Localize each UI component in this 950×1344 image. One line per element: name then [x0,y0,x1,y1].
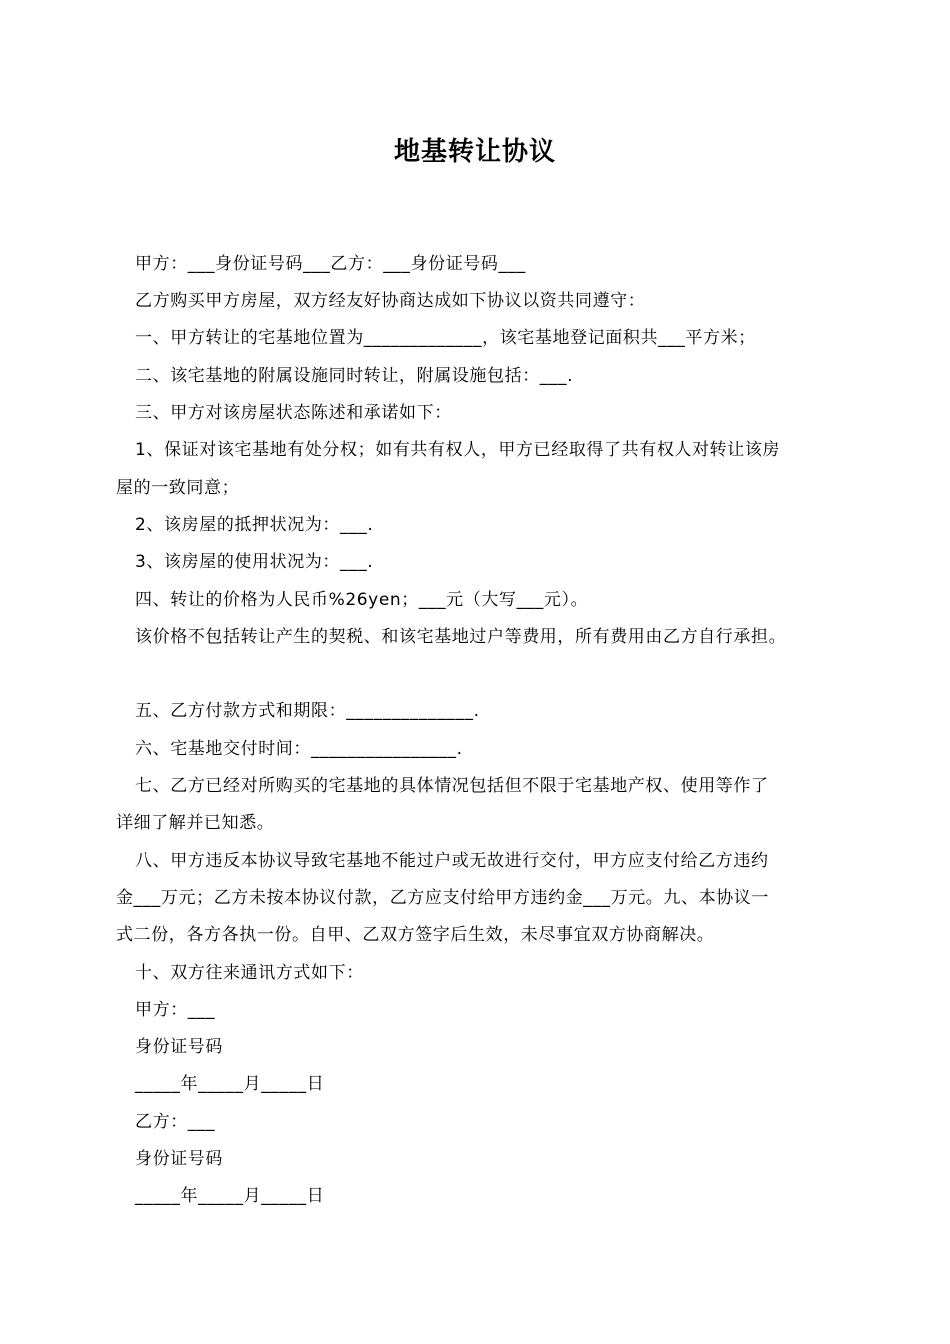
clause-7: 七、乙方已经对所购买的宅基地的具体情况包括但不限于宅基地产权、使用等作了 [135,776,769,796]
clause-5: 五、乙方付款方式和期限：______________. [135,701,480,721]
signature-party-a-id: 身份证号码 [135,1037,223,1057]
signature-party-b-date: _____年_____月_____日 [135,1186,325,1206]
agreement-intro: 乙方购买甲方房屋，双方经友好协商达成如下协议以资共同遵守： [135,291,646,311]
clause-6: 六、宅基地交付时间：________________. [135,739,463,759]
party-info-line: 甲方：___身份证号码___乙方：___身份证号码___ [135,254,526,274]
document-title: 地基转让协议 [393,137,556,167]
clause-1: 一、甲方转让的宅基地位置为_____________，该宅基地登记面积共___平方米； [135,328,756,348]
clause-10: 十、双方往来通讯方式如下： [135,963,364,983]
clause-3: 三、甲方对该房屋状态陈述和承诺如下： [135,403,452,423]
clause-9-cont: 式二份，各方各执一份。自甲、乙双方签字后生效，未尽事宜双方协商解决。 [116,925,715,945]
clause-8-cont: 金___万元；乙方未按本协议付款，乙方应支付给甲方违约金___万元。九、本协议一 [116,888,769,908]
signature-party-b: 乙方：___ [135,1112,216,1132]
signature-party-a-date: _____年_____月_____日 [135,1074,325,1094]
signature-party-a: 甲方：___ [135,1000,216,1020]
clause-3-item-2: 2、该房屋的抵押状况为：___. [135,515,374,535]
clause-8: 八、甲方违反本协议导致宅基地不能过户或无故进行交付，甲方应支付给乙方违约 [135,851,769,871]
clause-3-item-1-cont: 屋的一致同意； [116,478,240,498]
clause-3-item-3: 3、该房屋的使用状况为：___. [135,552,374,572]
signature-party-b-id: 身份证号码 [135,1149,223,1169]
clause-2: 二、该宅基地的附属设施同时转让，附属设施包括：___. [135,366,574,386]
clause-4: 四、转让的价格为人民币%26yen；___元（大写___元）。 [135,590,589,610]
clause-4-note: 该价格不包括转让产生的契税、和该宅基地过户等费用，所有费用由乙方自行承担。 [135,627,787,647]
clause-7-cont: 详细了解并已知悉。 [116,813,275,833]
clause-3-item-1: 1、保证对该宅基地有处分权；如有共有权人，甲方已经取得了共有权人对转让该房 [135,440,781,460]
